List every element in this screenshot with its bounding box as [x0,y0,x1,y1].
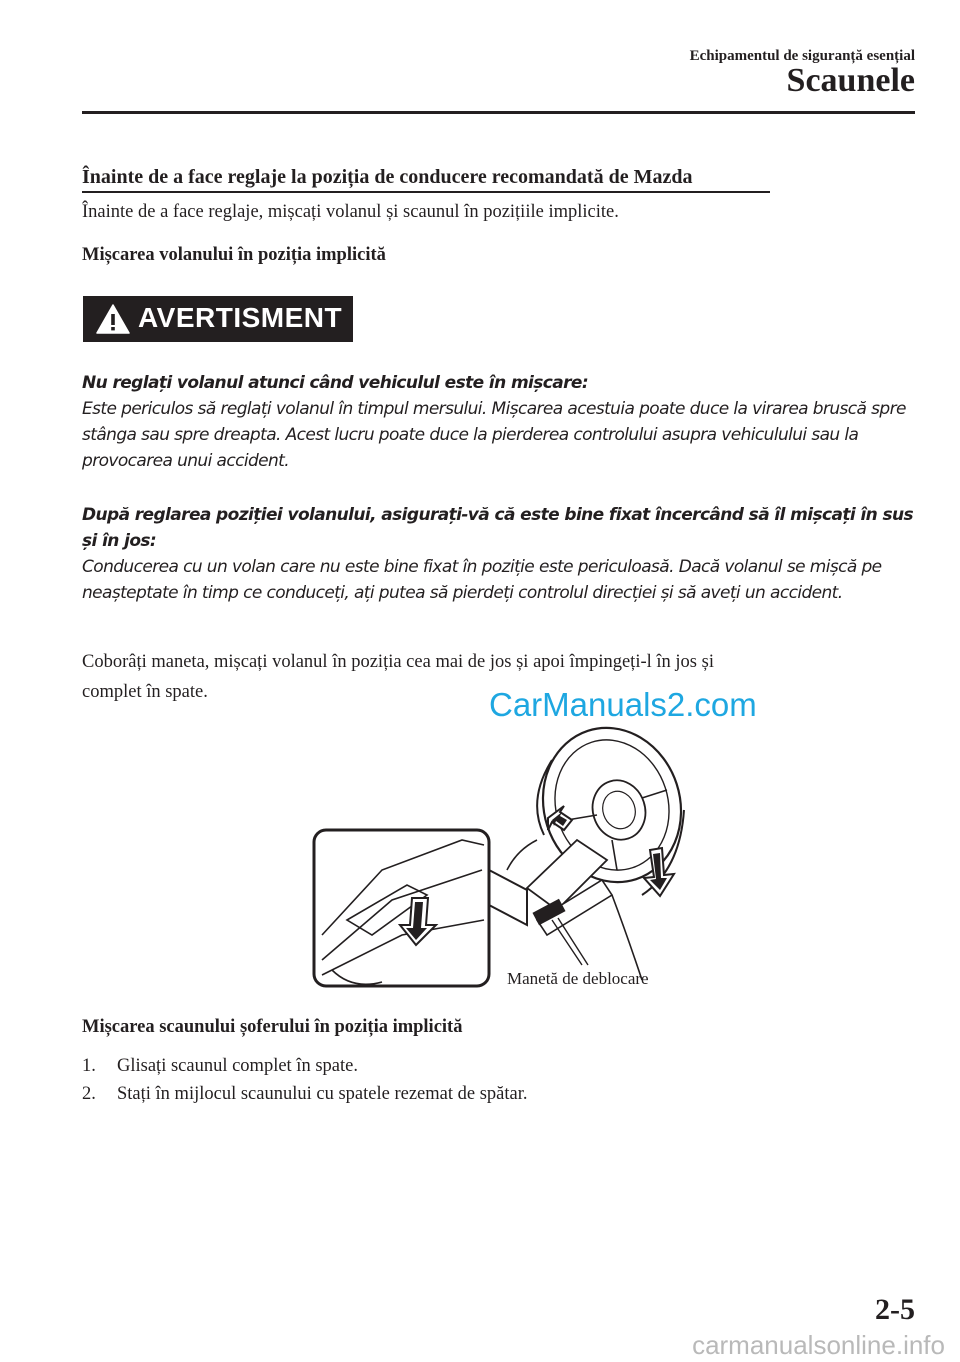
list-item-text: Glisați scaunul complet în spate. [117,1056,358,1076]
figure-caption: Manetă de deblocare [507,969,649,988]
warning-item-title: După reglarea poziției volanului, asigurați-vă că este bine fixat încercând să îl mișcați în sus și în jos: [82,505,914,551]
warning-item-title: Nu reglați volanul atunci când vehiculul este în mișcare: [82,373,589,393]
list-item [82,1056,358,1077]
steering-instruction-line2: complet în spate. [82,682,208,702]
warning-item-body: Este periculos să reglați volanul în timpul mersului. Mișcarea acestuia poate duce la virarea bruscă spre stânga sau spre dreapta. Acest lucru poate duce la pierderea controlului asupra vehiculului sau la provocarea unui accident. [82,399,906,471]
warning-label: AVERTISMENT [138,302,343,333]
intro-paragraph: Înainte de a face reglaje, mișcați volanul și scaunul în pozițiile implicite. [82,202,619,222]
steering-heading: Mișcarea volanului în poziția implicită [82,245,386,265]
list-item-number: 2. [82,1084,96,1104]
list-item-text: Stați în mijlocul scaunului cu spatele rezemat de spătar. [117,1084,528,1104]
page-title: Scaunele [786,62,915,99]
seat-heading: Mișcarea scaunului șoferului în poziția implicită [82,1017,463,1037]
watermark-text: CarManuals2.com [489,686,757,723]
page-number: 2-5 [875,1293,915,1326]
warning-triangle-icon [96,304,130,334]
steering-wheel-illustration [312,720,692,1000]
footer-watermark: carmanualsonline.info [692,1330,945,1360]
warning-item-body: Conducerea cu un volan care nu este bine fixat în poziție este periculoasă. Dacă volanul se mișcă pe neașteptate în timp ce conduceți, ați putea să pierdeți controlul direcției și să aveți un accident. [82,557,882,603]
chapter-title: Echipamentul de siguranță esențial [689,48,915,64]
warning-item [82,370,922,474]
list-item [82,1084,527,1105]
warning-label-box [83,296,353,342]
section-title: Înainte de a face reglaje la poziția de conducere recomandată de Mazda [82,166,693,188]
header-divider [82,111,915,114]
warning-item [82,502,922,606]
list-item-number: 1. [82,1056,96,1076]
steering-instruction-line1: Coborâți maneta, mișcați volanul în poziția cea mai de jos și apoi împingeți-l în jos și [82,652,714,672]
section-title-underline [82,191,770,193]
